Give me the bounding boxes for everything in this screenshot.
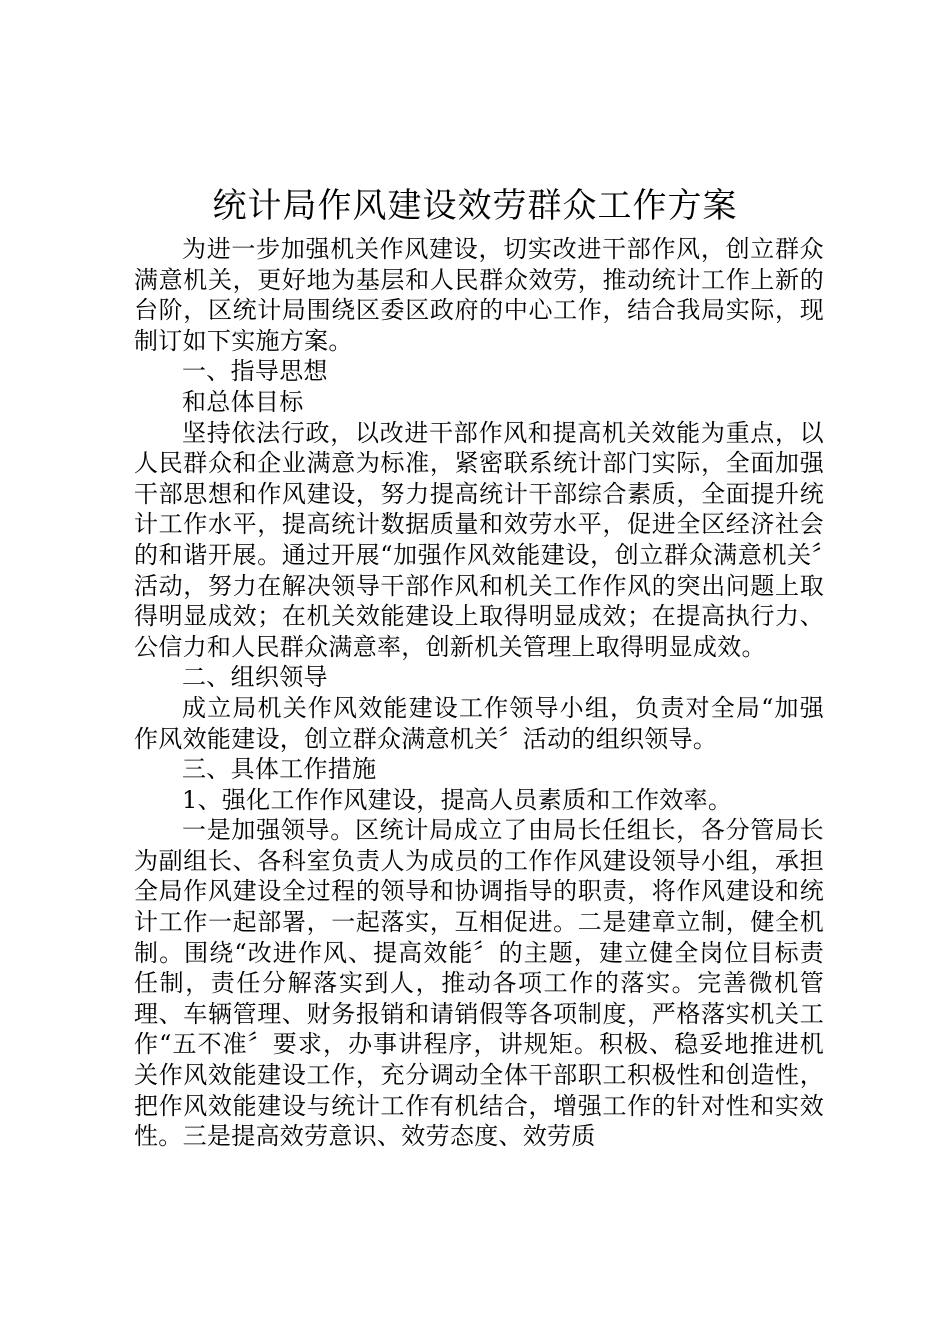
intro-paragraph: 为进一步加强机关作风建设，切实改进干部作风，创立群众满意机关，更好地为基层和人民群众效劳，推动统计工作上新的台阶，区统计局围绕区委区政府的中心工作，结合我局实际，现制订如下实施方案。 <box>134 235 824 355</box>
goal-paragraph: 坚持依法行政，以改进干部作风和提高机关效能为重点，以人民群众和企业满意为标准，紧密联系统计部门实际，全面加强干部思想和作风建设，努力提高统计干部综合素质，全面提升统计工作水平，提高统计数据质量和效劳水平，促进全区经济社会的和谐开展。通过开展“加强作风效能建设，创立群众满意机关〞活动，努力在解决领导干部作风和机关工作作风的突出问题上取得明显成效；在机关效能建设上取得明显成效；在提高执行力、公信力和人民群众满意率，创新机关管理上取得明显成效。 <box>134 418 824 661</box>
document-title: 统计局作风建设效劳群众工作方案 <box>212 186 738 226</box>
organization-paragraph: 成立局机关作风效能建设工作领导小组，负责对全局“加强作风效能建设，创立群众满意机关〞活动的组织领导。 <box>134 693 824 753</box>
section-heading-guiding-thought: 一、指导思想 <box>182 357 328 386</box>
section-heading-organization: 二、组织领导 <box>182 663 328 692</box>
measure-heading-1: 1、强化工作作风建设，提高人员素质和工作效率。 <box>182 785 733 814</box>
measure-paragraph-1: 一是加强领导。区统计局成立了由局长任组长，各分管局长为副组长、各科室负责人为成员的工作作风建设领导小组，承担全局作风建设全过程的领导和协调指导的职责，将作风建设和统计工作一起部署，一起落实，互相促进。二是建章立制，健全机制。围绕“改进作风、提高效能〞的主题，建立健全岗位目标责任制，责任分解落实到人，推动各项工作的落实。完善微机管理、车辆管理、财务报销和请销假等各项制度，严格落实机关工作“五不准〞要求，办事讲程序，讲规矩。积极、稳妥地推进机关作风效能建设工作，充分调动全体干部职工积极性和创造性，把作风效能建设与统计工作有机结合，增强工作的针对性和实效性。三是提高效劳意识、效劳态度、效劳质 <box>134 816 824 1151</box>
section-heading-overall-goal: 和总体目标 <box>182 387 304 416</box>
document-body <box>134 234 824 1152</box>
section-heading-measures: 三、具体工作措施 <box>182 755 377 784</box>
